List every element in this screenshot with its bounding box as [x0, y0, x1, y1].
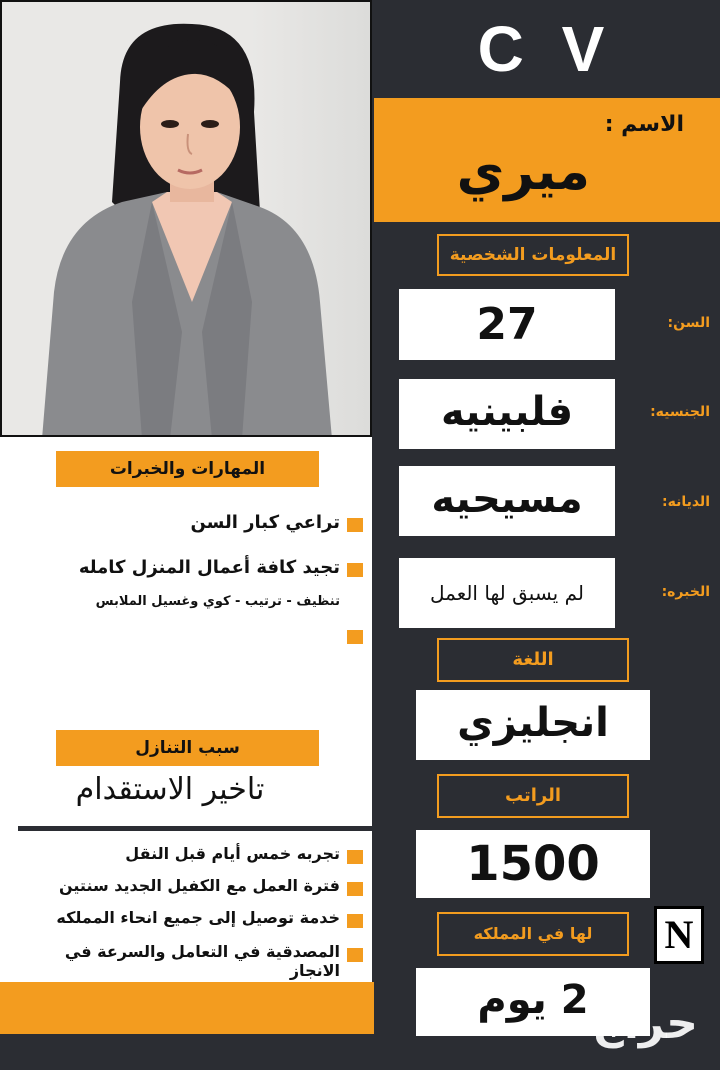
salary-heading: الراتب: [437, 774, 629, 818]
person-illustration: [2, 2, 372, 437]
skills-heading: المهارات والخبرات: [56, 451, 319, 487]
transfer-value: تاخير الاستقدام: [75, 772, 265, 807]
nationality-value: فلبينيه: [399, 379, 615, 449]
in-kingdom-value: 2 يوم: [416, 968, 650, 1036]
term-item: فترة العمل مع الكفيل الجديد سنتين: [59, 876, 340, 895]
cv-title: C V: [477, 13, 615, 85]
term-item: تجربه خمس أيام قبل النقل: [125, 844, 340, 863]
experience-label: الخبره:: [661, 584, 710, 600]
salary-value: 1500: [416, 830, 650, 898]
bottom-accent-bar: [0, 982, 374, 1034]
skill-item-2: تجيد كافة أعمال المنزل كامله: [78, 557, 340, 578]
personal-info-heading: المعلومات الشخصية: [437, 234, 629, 276]
n-badge: [654, 906, 704, 964]
term-item: خدمة توصيل إلى جميع انحاء المملكه: [56, 908, 340, 927]
name-panel: [374, 98, 720, 222]
experience-value: لم يسبق لها العمل: [399, 558, 615, 628]
skill-item-2-sub: تنظيف - ترتيب - كوي وغسيل الملابس: [95, 594, 340, 609]
in-kingdom-heading: لها في المملكه: [437, 912, 629, 956]
profile-photo: [0, 0, 372, 437]
transfer-heading: سبب التنازل: [56, 730, 319, 766]
age-value: 27: [399, 289, 615, 360]
term-bullet: [347, 850, 363, 864]
religion-label: الديانه:: [661, 494, 710, 510]
nationality-label: الجنسيه:: [650, 404, 710, 420]
name-label: الاسم :: [604, 112, 684, 137]
term-bullet: [347, 914, 363, 928]
divider: [18, 826, 372, 831]
term-bullet: [347, 948, 363, 962]
language-heading: اللغة: [437, 638, 629, 682]
skill-bullet: [347, 563, 363, 577]
religion-value: مسيحيه: [399, 466, 615, 536]
age-label: السن:: [667, 315, 710, 331]
skill-bullet: [347, 518, 363, 532]
watermark: حراج: [592, 998, 698, 1049]
skill-item-1: تراعي كبار السن: [190, 512, 340, 533]
skill-bullet: [347, 630, 363, 644]
n-badge-letter: N: [664, 912, 694, 957]
name-value: ميري: [456, 142, 590, 202]
language-value: انجليزي: [416, 690, 650, 760]
term-item: المصدقية في التعامل والسرعة في الانجاز: [64, 942, 340, 980]
term-bullet: [347, 882, 363, 896]
